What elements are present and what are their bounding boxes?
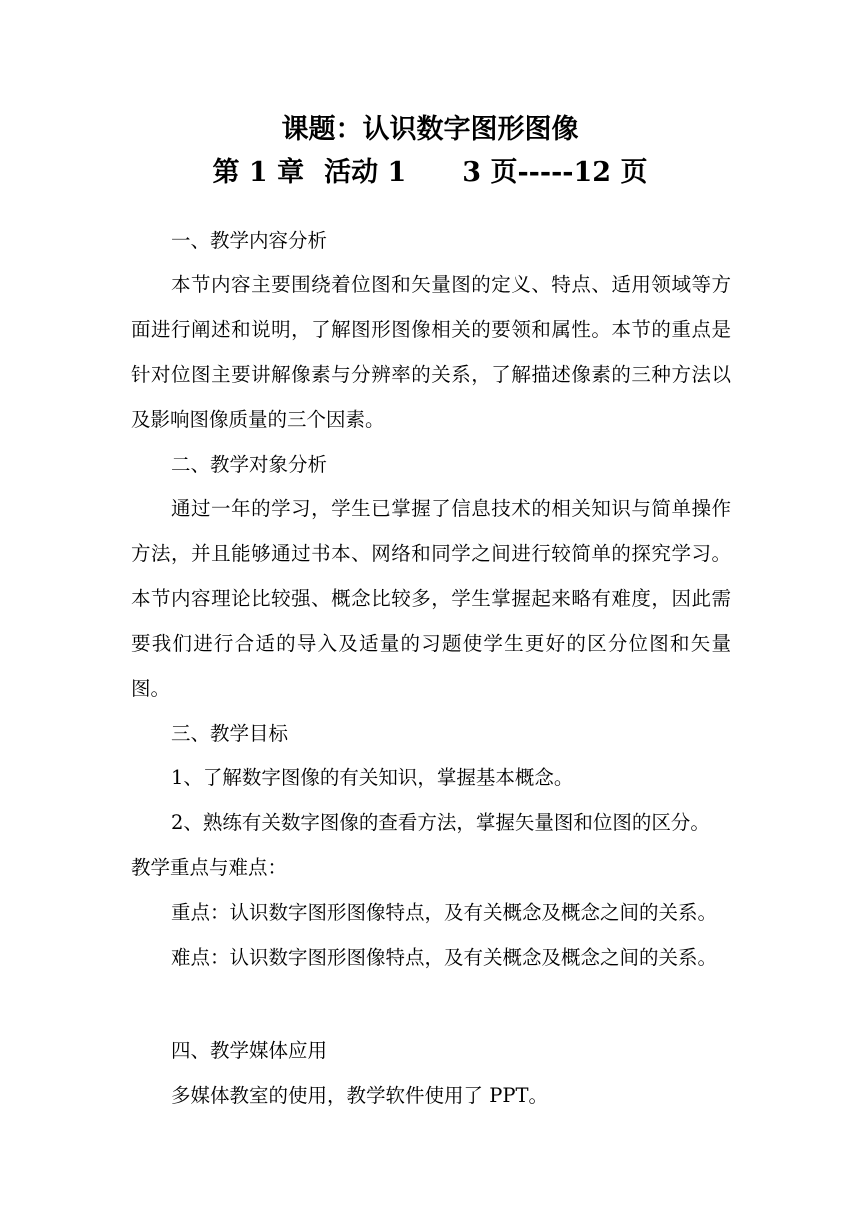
paragraph-line: 多媒体教室的使用，教学软件使用了 PPT。	[171, 1084, 548, 1107]
activity-label: 活动 1	[324, 157, 407, 188]
page-range: 3 页-----12 页	[462, 157, 648, 188]
key-points-heading: 教学重点与难点：	[131, 856, 288, 879]
paragraph-line: 面进行阐述和说明，了解图形图像相关的要领和属性。本节的重点是	[131, 318, 731, 341]
document-title: 课题：认识数字图形图像	[281, 114, 579, 145]
paragraph-line: 针对位图主要讲解像素与分辨率的关系，了解描述像素的三种方法以	[131, 363, 731, 386]
paragraph-line: 本节内容理论比较强、概念比较多，学生掌握起来略有难度，因此需	[131, 587, 731, 610]
section-heading-content-analysis: 一、教学内容分析	[171, 229, 328, 252]
paragraph-line: 图。	[131, 677, 171, 700]
paragraph-line: 及影响图像质量的三个因素。	[131, 408, 385, 431]
section-heading-student-analysis: 二、教学对象分析	[171, 453, 328, 476]
section-heading-teaching-goals: 三、教学目标	[171, 722, 289, 745]
paragraph-line: 本节内容主要围绕着位图和矢量图的定义、特点、适用领域等方	[171, 273, 731, 296]
paragraph-line: 方法，并且能够通过书本、网络和同学之间进行较简单的探究学习。	[131, 542, 731, 565]
goal-item: 2、熟练有关数字图像的查看方法，掌握矢量图和位图的区分。	[171, 811, 710, 834]
document-subtitle	[0, 155, 860, 191]
section-heading-media: 四、教学媒体应用	[171, 1039, 328, 1062]
key-point-item: 重点：认识数字图形图像特点，及有关概念及概念之间的关系。	[171, 901, 718, 924]
paragraph-line: 通过一年的学习，学生已掌握了信息技术的相关知识与简单操作	[171, 497, 731, 520]
difficulty-item: 难点：认识数字图形图像特点，及有关概念及概念之间的关系。	[171, 946, 718, 969]
goal-item: 1、了解数字图像的有关知识，掌握基本概念。	[171, 766, 574, 789]
chapter-label: 第 1 章	[212, 157, 305, 188]
paragraph-line: 要我们进行合适的导入及适量的习题使学生更好的区分位图和矢量	[131, 632, 731, 655]
